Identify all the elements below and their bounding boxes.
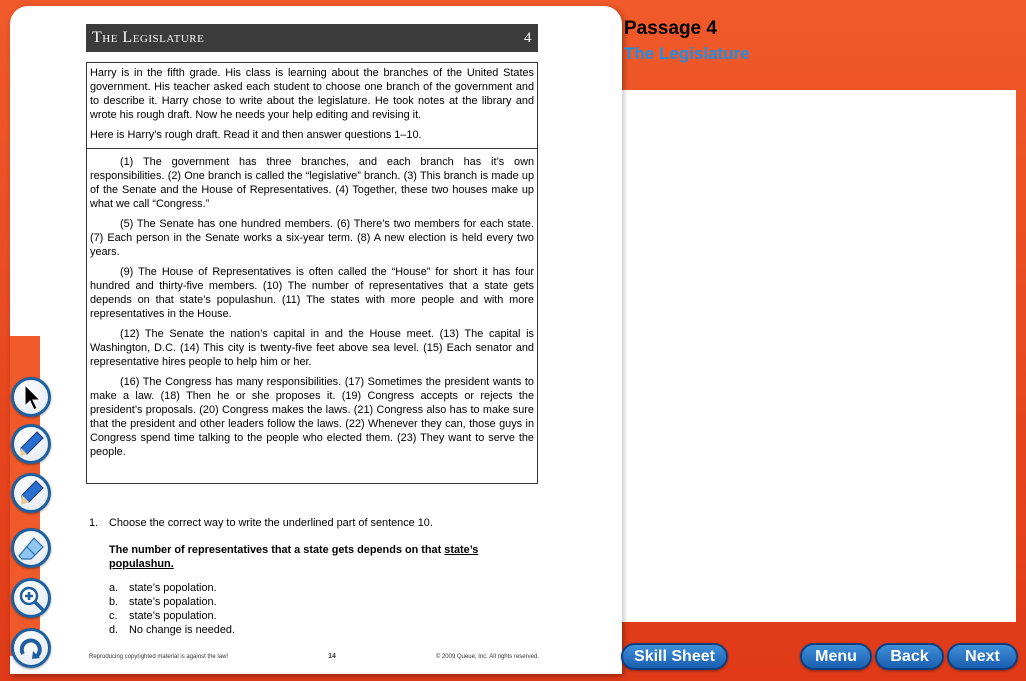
- choice-c[interactable]: [109, 609, 539, 623]
- intro-instruction: Here is Harry’s rough draft. Read it and then answer questions 1–10.: [90, 129, 422, 141]
- draft-paragraph-3: (9) The House of Representatives is often called the “House” for short it has four hundred and thirty-five members. (10) The number of representatives that a state gets depends on that state’s populashun. (11) The states with more people and with more representatives in the House.: [90, 266, 534, 320]
- rotate-tool-button[interactable]: [11, 628, 51, 668]
- choice-text: state’s popalation.: [129, 596, 217, 608]
- question-prompt: Choose the correct way to write the underlined part of sentence 10.: [109, 517, 433, 529]
- rough-draft-box: [86, 149, 538, 484]
- choice-text: state’s population.: [129, 610, 217, 622]
- panel-subtitle: The Legislature: [624, 44, 750, 63]
- draft-paragraph-1: (1) The government has three branches, and each branch has it’s own responsibilities. (2) One branch is called the “legislative” branch. (3) This branch is made up of the Senate and the House of Representatives. (4) Together, these two houses make up what we call “Congress.”: [90, 156, 534, 210]
- choice-letter: c.: [109, 610, 118, 622]
- skill-sheet-button[interactable]: Skill Sheet: [621, 643, 728, 670]
- rotate-icon: [17, 634, 45, 662]
- passage-header: [86, 24, 538, 52]
- pointer-icon: [18, 382, 44, 412]
- choice-letter: b.: [109, 596, 119, 608]
- question-number: 1.: [89, 517, 99, 529]
- next-button[interactable]: Next: [947, 643, 1018, 670]
- panel-title: Passage 4: [624, 18, 717, 39]
- menu-button[interactable]: Menu: [800, 643, 872, 670]
- question-prompt-line: [89, 517, 539, 529]
- draft-paragraph-2: (5) The Senate has one hundred members. (6) There’s two members for each state. (7) Each person in the Senate works a six-year term. (8) A new election is held every two years.: [90, 218, 534, 258]
- eraser-tool-button[interactable]: [11, 528, 51, 568]
- choice-a[interactable]: [109, 581, 539, 595]
- page-number: 14: [328, 653, 336, 660]
- intro-box: [86, 62, 538, 149]
- copyright-notice: © 2009 Queue, Inc. All rights reserved.: [435, 653, 539, 660]
- choice-text: state’s popolation.: [129, 582, 217, 594]
- choice-d[interactable]: [109, 623, 539, 637]
- zoom-tool-button[interactable]: [11, 578, 51, 618]
- pencil-blue-icon: [17, 430, 45, 458]
- question-sentence-text: The number of representatives that a state gets depends on that: [109, 544, 445, 556]
- pointer-tool-button[interactable]: [11, 377, 51, 417]
- intro-paragraph: Harry is in the fifth grade. His class is learning about the branches of the United States government. His teacher asked each student to choose one branch of the government and to describe it. Harry chose to write about the legislature. He took notes at the library and wrote his rough draft. Now he needs your help editing and revising it.: [90, 67, 534, 121]
- copyright-warning: Reproducing copyrighted material is against the law!: [89, 653, 229, 660]
- draft-paragraph-5: (16) The Congress has many responsibilities. (17) Sometimes the president wants to make a law. (18) Then he or she proposes it. (19) Congress accepts or rejects the president’s proposals. (20) Congress makes the laws. (21) Congress also has to make sure that the president and other leaders follow the laws. (22) Whenever they can, those guys in Congress spend time talking to the people who elected them. (23) They want to serve the people.: [90, 376, 534, 458]
- back-button[interactable]: Back: [875, 643, 944, 670]
- question-sentence-underlined: state’s populashun.: [109, 544, 479, 570]
- eraser-icon: [17, 534, 45, 562]
- question-sentence: [109, 543, 539, 571]
- choice-letter: d.: [109, 624, 119, 636]
- choice-text: No change is needed.: [129, 624, 235, 636]
- pencil-tool-button[interactable]: [11, 424, 51, 464]
- highlighter-icon: [17, 479, 45, 507]
- page-footer: [89, 653, 539, 660]
- passage-header-title: The Legislature: [92, 29, 205, 46]
- panel-shadow: [622, 90, 628, 622]
- choice-letter: a.: [109, 582, 119, 594]
- passage-header-number: 4: [524, 29, 532, 46]
- side-panel: [622, 90, 1016, 622]
- highlighter-tool-button[interactable]: [11, 473, 51, 513]
- draft-paragraph-4: (12) The Senate the nation’s capital in and the House meet. (13) The capital is Washington, D.C. (14) This city is twenty-five feet above sea level. (15) Each senator and representative hires people to help him or her.: [90, 328, 534, 368]
- choice-b[interactable]: [109, 595, 539, 609]
- zoom-in-icon: [17, 584, 45, 612]
- passage-document: [86, 24, 538, 484]
- question-1: [89, 517, 539, 637]
